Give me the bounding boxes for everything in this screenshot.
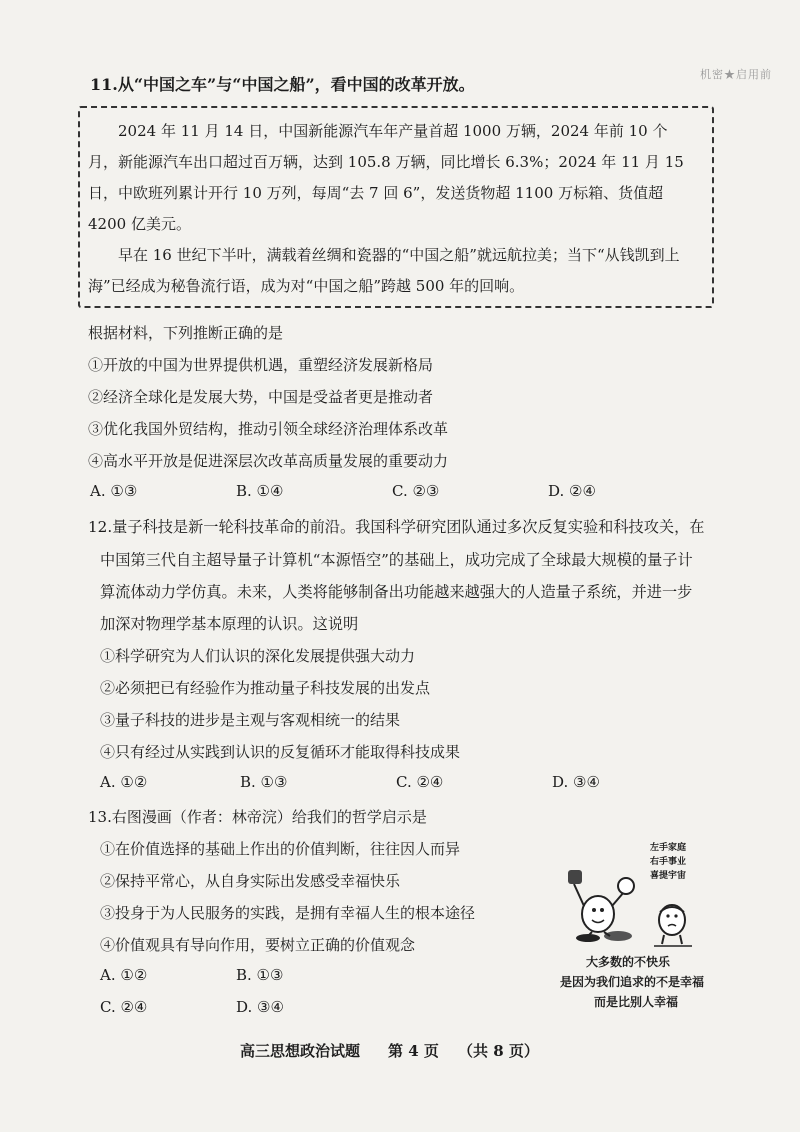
q12-statement: ②必须把已有经验作为推动量子科技发展的出发点 — [100, 679, 431, 697]
q11-material-line: 4200 亿美元。 — [88, 215, 191, 233]
cartoon-note-line: 左手家庭 — [650, 843, 687, 853]
q12-stem-line: 算流体动力学仿真。未来，人类将能够制备出功能越来越强大的人造量子系统，并进一步 — [100, 583, 693, 601]
q11-material-line: 日，中欧班列累计开行 10 万列，每周“去 7 回 6”，发送货物超 1100 万标箱、货值超 — [88, 184, 664, 202]
cartoon-caption-line: 是因为我们追求的不是幸福 — [560, 975, 705, 989]
q11-material-line: 海”已经成为秘鲁流行语，成为对“中国之船”跨越 500 年的回响。 — [88, 277, 525, 295]
q12-option-c[interactable]: C. ②④ — [396, 773, 444, 791]
q12-option-d[interactable]: D. ③④ — [552, 773, 600, 791]
q11-material-line: 月，新能源汽车出口超过百万辆，达到 105.8 万辆，同比增长 6.3%；2024 年 11 月 15 — [88, 153, 684, 171]
cartoon-caption-line: 而是比别人幸福 — [594, 995, 679, 1009]
q13-option-b[interactable]: B. ①③ — [236, 966, 284, 984]
cartoon-caption-line: 大多数的不快乐 — [586, 955, 671, 969]
q11-material-line: 2024 年 11 月 14 日，中国新能源汽车年产量首超 1000 万辆，2024 年前 10 个 — [118, 122, 668, 140]
q12-statement: ①科学研究为人们认识的深化发展提供强大动力 — [100, 647, 416, 665]
q11-statement: ③优化我国外贸结构，推动引领全球经济治理体系改革 — [88, 420, 449, 438]
q12-statement: ③量子科技的进步是主观与客观相统一的结果 — [100, 711, 401, 729]
q12-stem-line: 加深对物理学基本原理的认识。这说明 — [100, 615, 359, 633]
q11-material-line: 早在 16 世纪下半叶，满载着丝绸和瓷器的“中国之船”就远航拉美；当下“从钱凯到上 — [118, 246, 680, 264]
q11-statement: ④高水平开放是促进深层次改革高质量发展的重要动力 — [88, 452, 449, 470]
cartoon-note-line: 右手事业 — [650, 857, 687, 867]
footer-page-number: 第 4 页 — [388, 1042, 439, 1060]
q13-option-d[interactable]: D. ③④ — [236, 998, 284, 1016]
q11-title: 11.从“中国之车”与“中国之船”，看中国的改革开放。 — [90, 75, 475, 94]
footer-subject: 高三思想政治试题 — [240, 1042, 361, 1060]
q13-option-c[interactable]: C. ②④ — [100, 998, 148, 1016]
q11-option-c[interactable]: C. ②③ — [392, 482, 440, 500]
footer-total-pages: （共 8 页） — [458, 1042, 539, 1060]
q13-statement: ④价值观具有导向作用，要树立正确的价值观念 — [100, 936, 416, 954]
q12-stem-line: 中国第三代自主超导量子计算机“本源悟空”的基础上，成功完成了全球最大规模的量子计 — [100, 551, 693, 569]
q13-statement: ①在价值选择的基础上作出的价值判断，往往因人而异 — [100, 840, 461, 858]
q13-statement: ③投身于为人民服务的实践，是拥有幸福人生的根本途径 — [100, 904, 476, 922]
q12-statement: ④只有经过从实践到认识的反复循环才能取得科技成果 — [100, 743, 461, 761]
q13-option-a[interactable]: A. ①② — [100, 966, 148, 984]
q11-statement: ②经济全球化是发展大势，中国是受益者更是推动者 — [88, 388, 434, 406]
q13-title: 13.右图漫画（作者：林帝浣）给我们的哲学启示是 — [88, 808, 427, 826]
q11-option-b[interactable]: B. ①④ — [236, 482, 284, 500]
q11-stem: 根据材料，下列推断正确的是 — [88, 324, 284, 342]
cartoon-note-line: 喜提宇宙 — [650, 871, 687, 881]
q12-option-b[interactable]: B. ①③ — [240, 773, 288, 791]
q11-option-a[interactable]: A. ①③ — [90, 482, 138, 500]
q12-stem-line: 12.量子科技是新一轮科技革命的前沿。我国科学研究团队通过多次反复实验和科技攻关，在 — [88, 518, 705, 536]
q12-option-a[interactable]: A. ①② — [100, 773, 148, 791]
q13-statement: ②保持平常心，从自身实际出发感受幸福快乐 — [100, 872, 401, 890]
q11-option-d[interactable]: D. ②④ — [548, 482, 596, 500]
cartoon-illustration — [560, 840, 710, 950]
q11-statement: ①开放的中国为世界提供机遇，重塑经济发展新格局 — [88, 356, 434, 374]
confidential-mark: 机密★启用前 — [700, 68, 772, 81]
